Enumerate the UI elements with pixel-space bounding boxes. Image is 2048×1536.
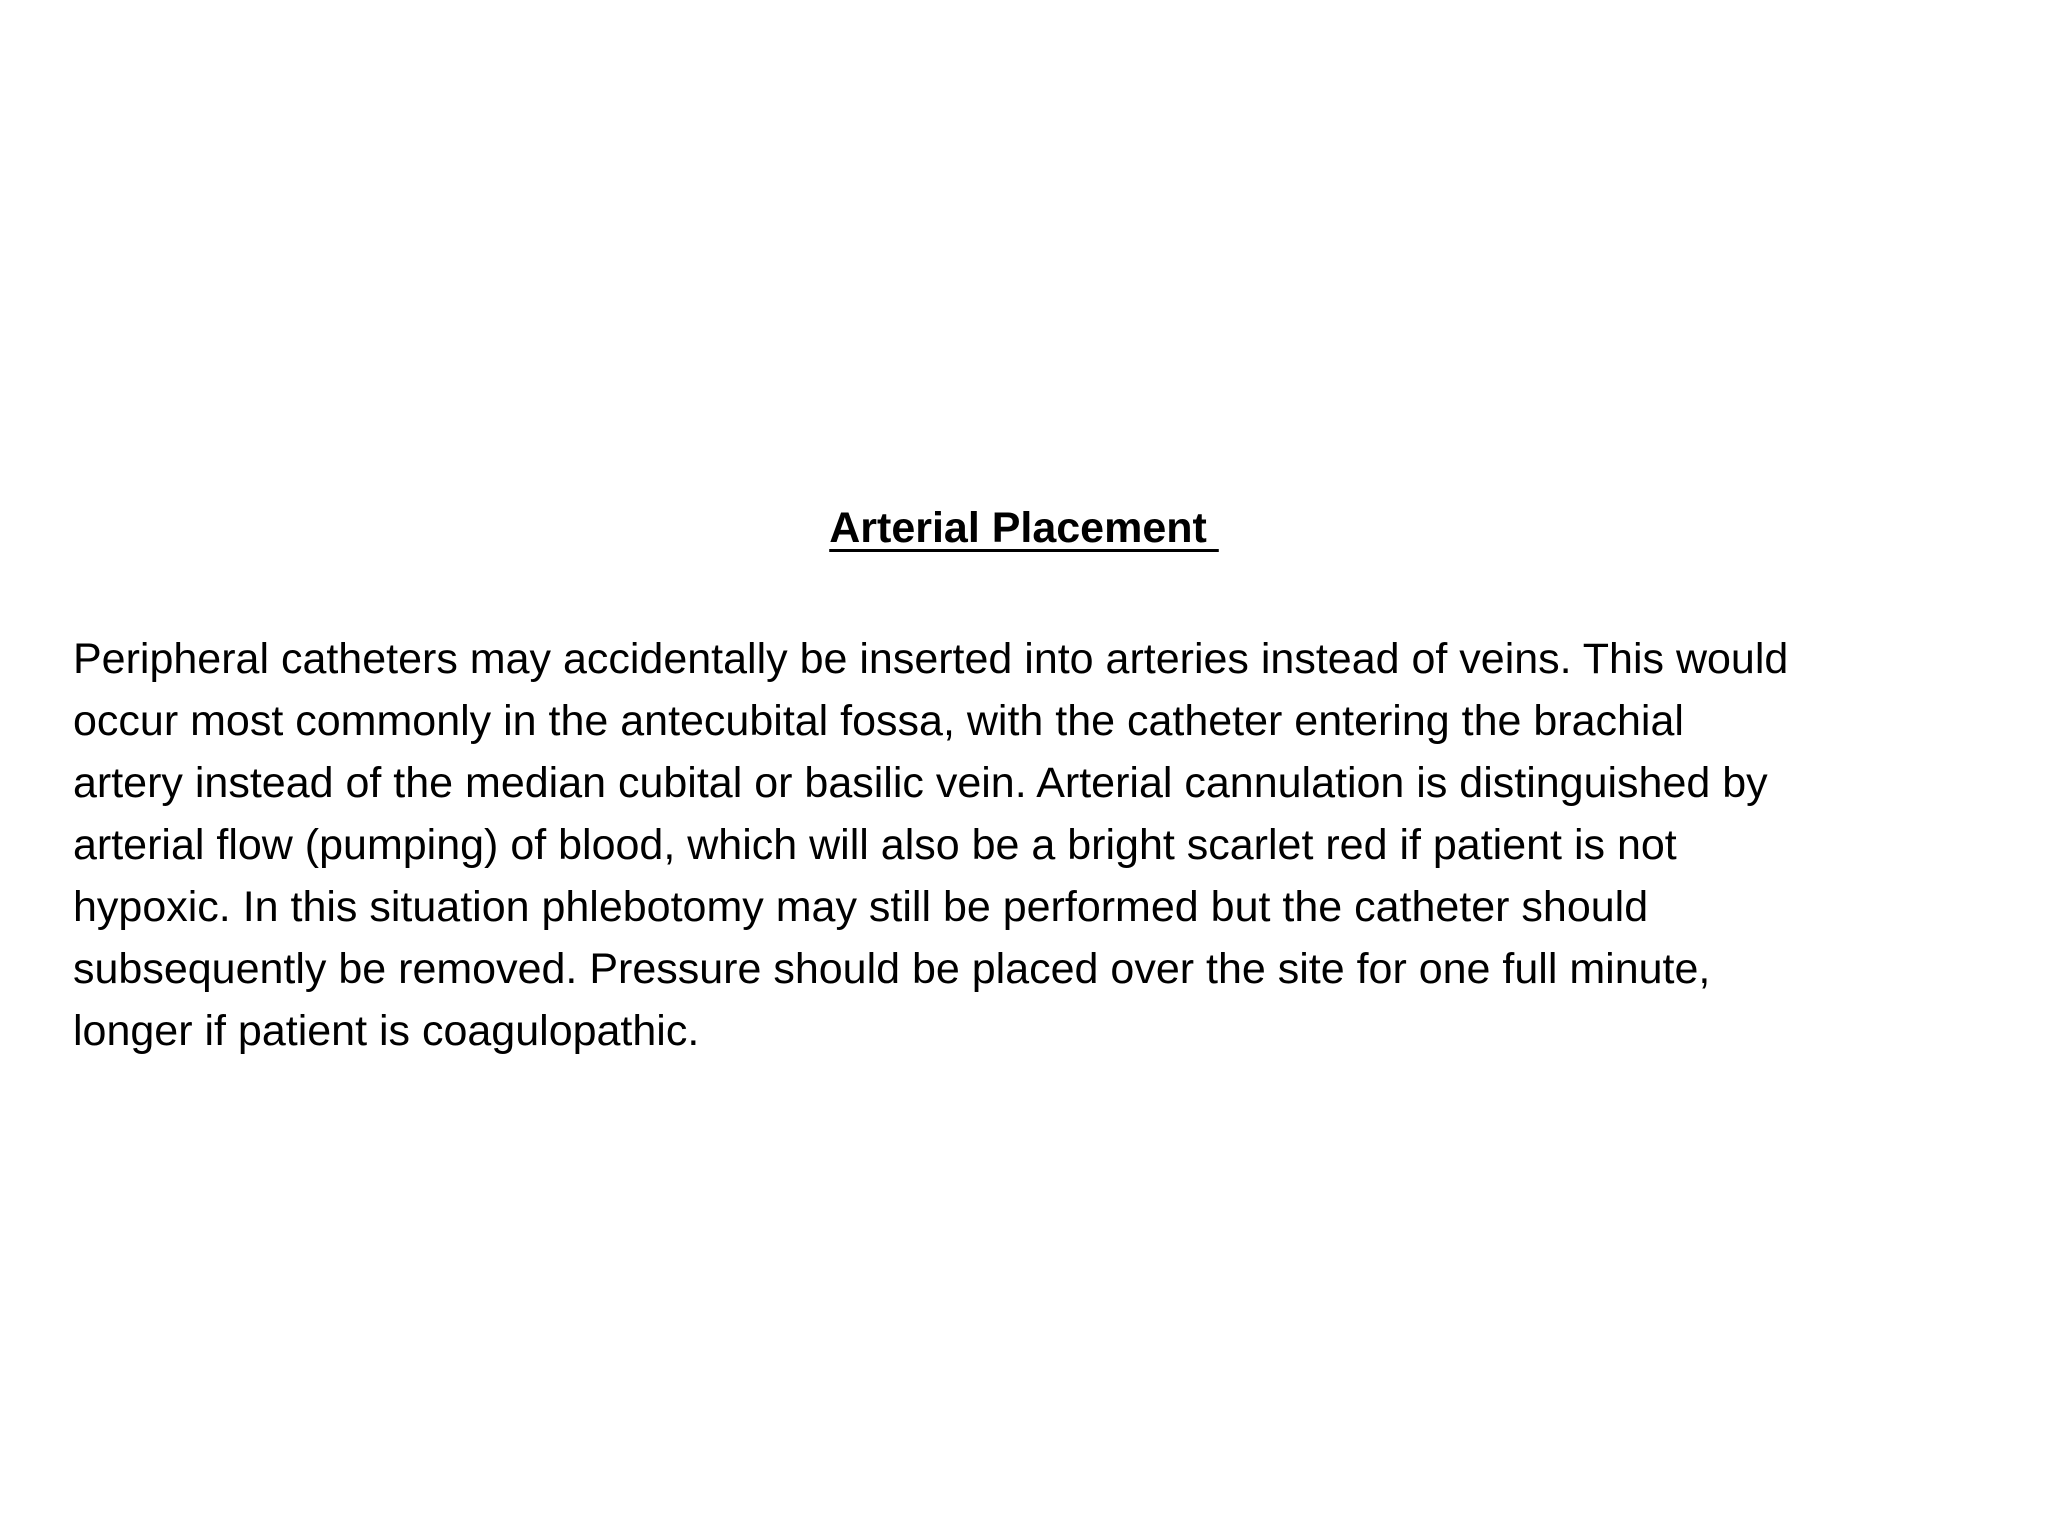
body-line: arterial flow (pumping) of blood, which will also be a bright scarlet red if patient is not bbox=[73, 821, 1677, 869]
body-line: occur most commonly in the antecubital fossa, with the catheter entering the brachial bbox=[73, 697, 1684, 745]
body-line: artery instead of the median cubital or basilic vein. Arterial cannulation is distinguished by bbox=[73, 759, 1768, 807]
slide-title bbox=[0, 502, 2048, 554]
body-line: hypoxic. In this situation phlebotomy may still be performed but the catheter should bbox=[73, 883, 1649, 931]
slide-title-text: Arterial Placement bbox=[829, 504, 1219, 552]
body-line: longer if patient is coagulopathic. bbox=[73, 1007, 700, 1055]
body-line: subsequently be removed. Pressure should be placed over the site for one full minute, bbox=[73, 945, 1711, 993]
slide-body bbox=[73, 628, 2033, 1062]
body-line: Peripheral catheters may accidentally be inserted into arteries instead of veins. This would bbox=[73, 635, 1789, 683]
